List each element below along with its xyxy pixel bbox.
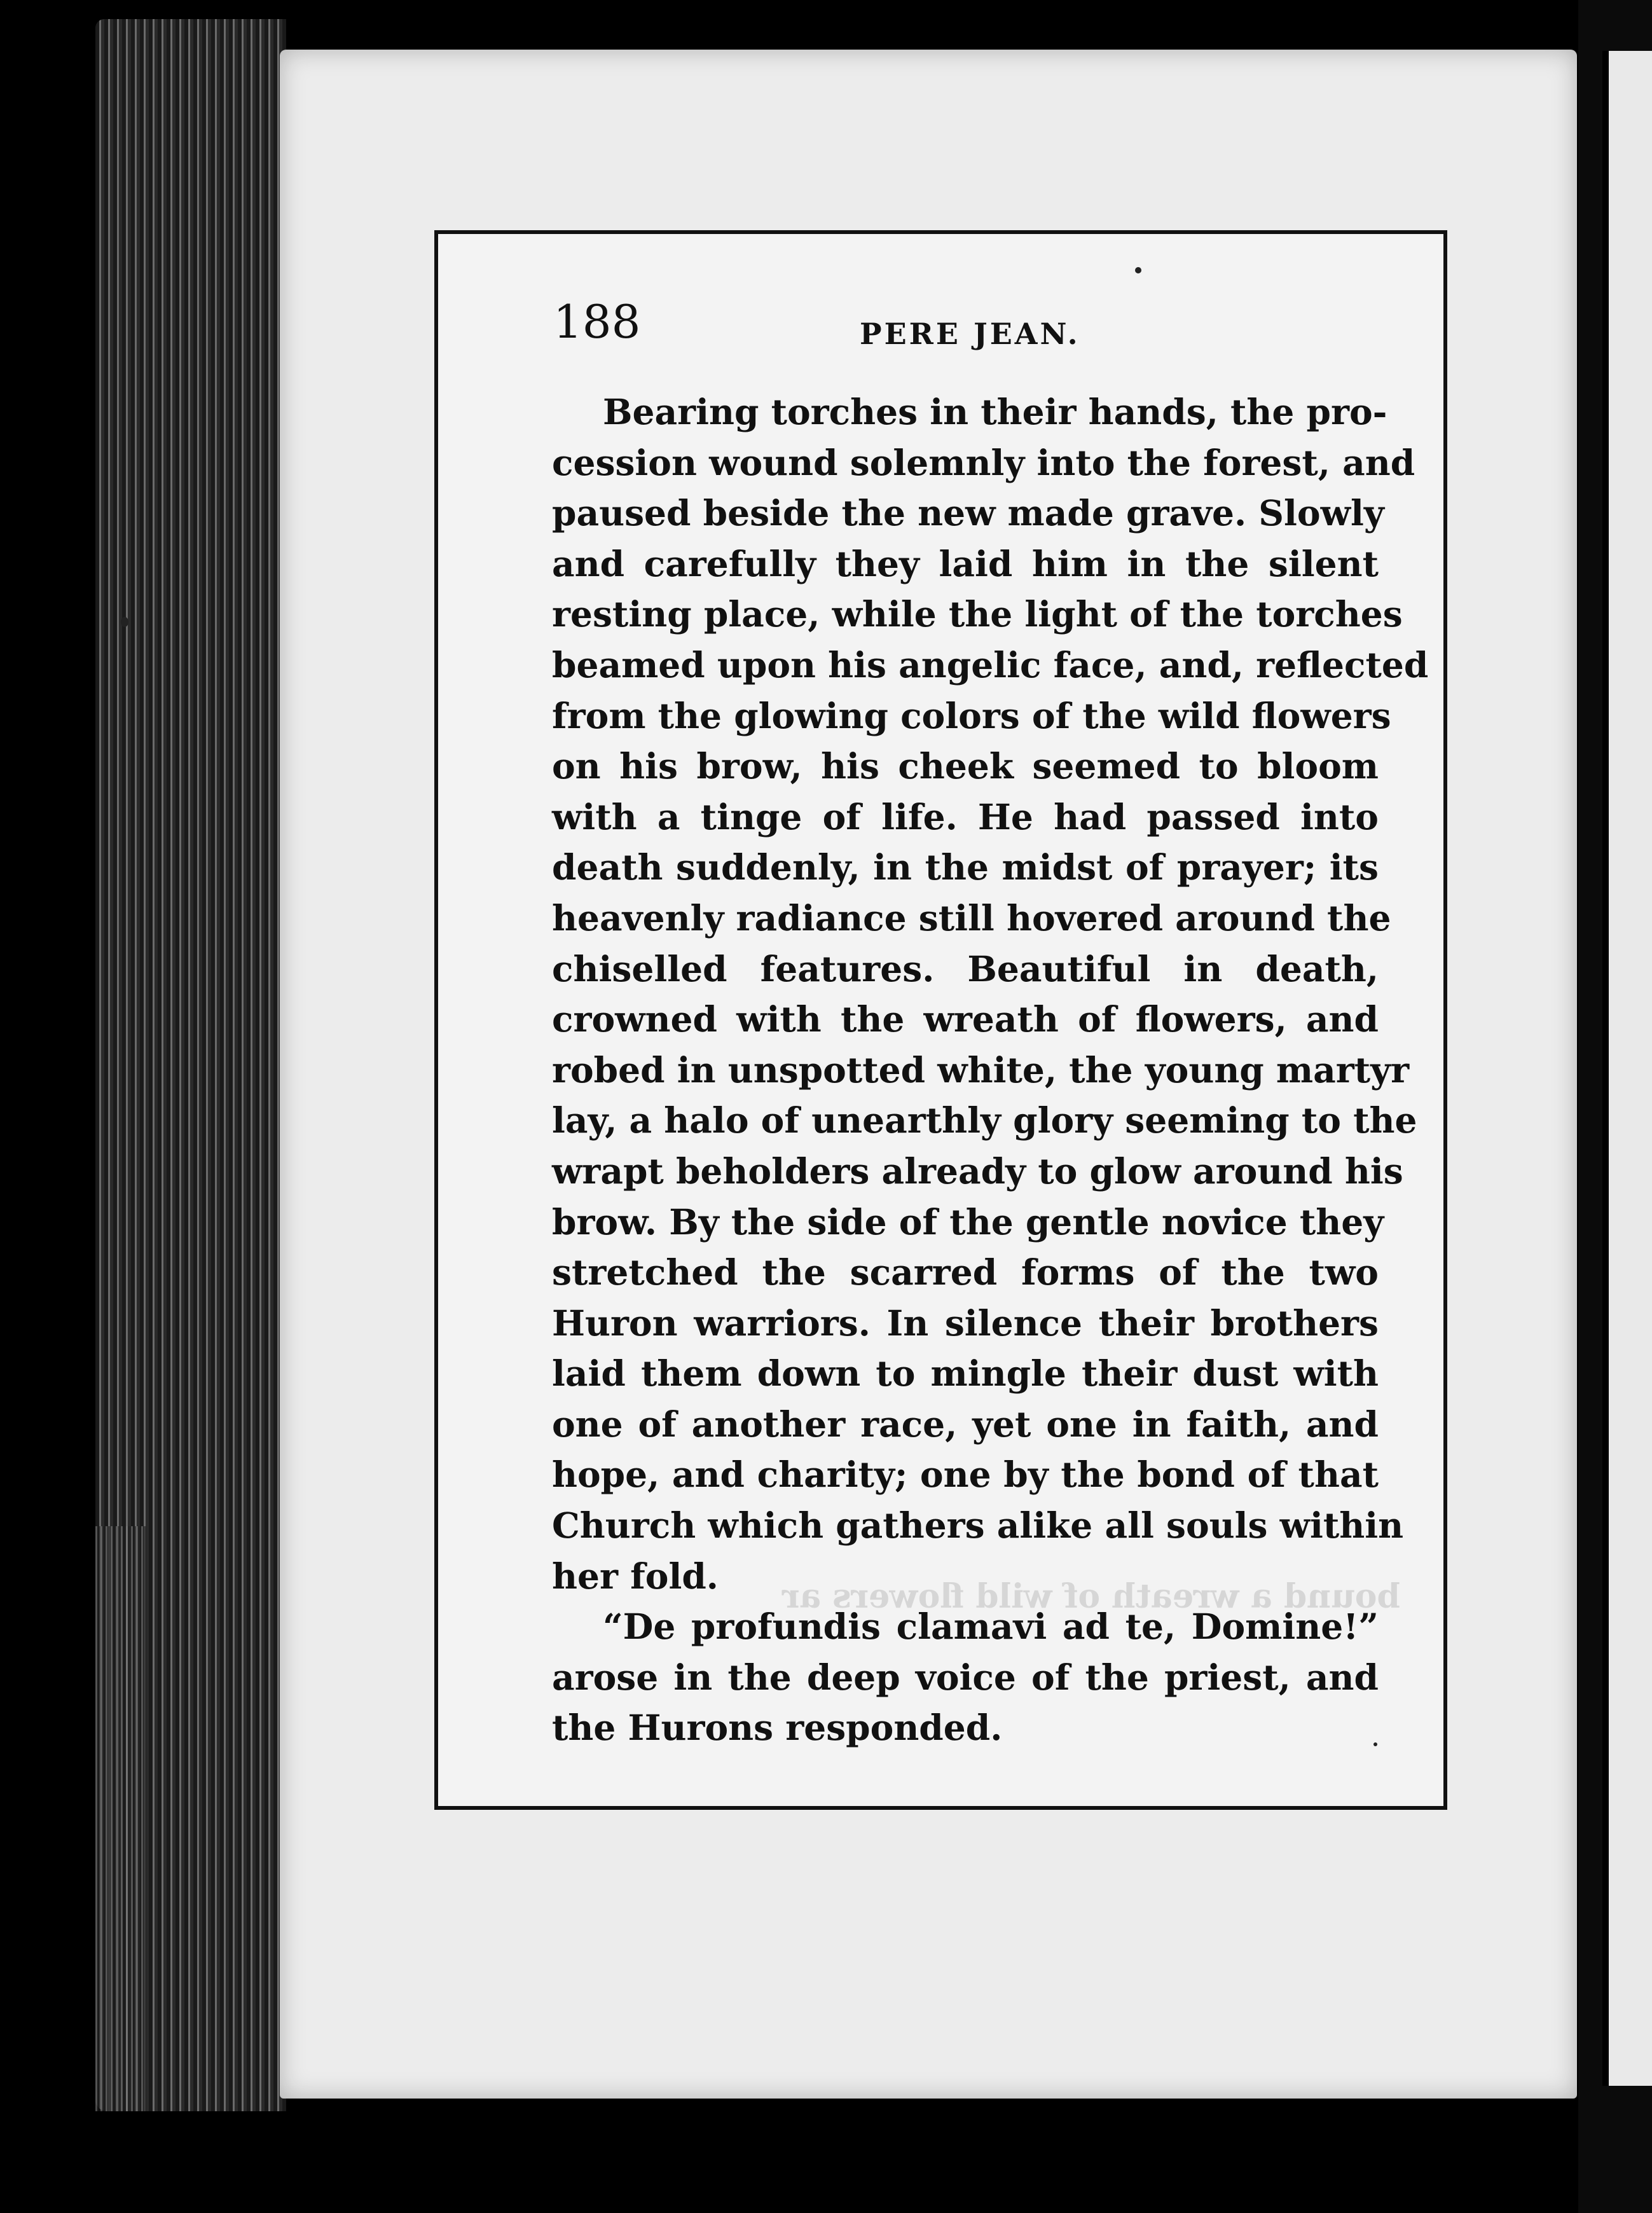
text-line: resting place, while the light of the torches [552, 593, 1403, 635]
text-line: robed in unspotted white, the young martyr [552, 1049, 1410, 1091]
scan-speck [1373, 1742, 1377, 1746]
text-line: beamed upon his angelic face, and, reflected [552, 644, 1429, 686]
text-line: cession wound solemnly into the forest, and [552, 441, 1415, 483]
text-line: brow. By the side of the gentle novice they [552, 1201, 1384, 1243]
text-line: heavenly radiance still hovered around the [552, 897, 1391, 939]
text-line: Church which gathers alike all souls within [552, 1505, 1404, 1547]
page-number: 188 [553, 295, 641, 348]
text-line: on his brow, his cheek seemed to bloom [552, 745, 1379, 787]
running-head: PERE JEAN. [860, 317, 1080, 351]
text-line: hope, and charity; one by the bond of that [552, 1454, 1379, 1496]
text-line: one of another race, yet one in faith, and [552, 1403, 1379, 1445]
scan-speck [1135, 267, 1141, 273]
text-line: from the glowing colors of the wild flowers [552, 694, 1391, 736]
facing-page-edge [1602, 51, 1652, 2086]
book-page-edges-lower [95, 1526, 146, 2111]
text-line: death suddenly, in the midst of prayer; its [552, 846, 1379, 888]
text-line: Bearing torches in their hands, the pro- [603, 391, 1387, 432]
text-line: “De profundis clamavi ad te, Domine!” [603, 1606, 1379, 1648]
scan-speck [121, 617, 128, 627]
text-line: arose in the deep voice of the priest, and [552, 1656, 1379, 1698]
text-line: stretched the scarred forms of the two [552, 1251, 1379, 1293]
body-text [552, 387, 1429, 1753]
text-line: chiselled features. Beautiful in death, [552, 948, 1379, 989]
text-line: Huron warriors. In silence their brothers [552, 1302, 1379, 1344]
bleed-through-text: bound a wreath of wild flowers ar [782, 1577, 1400, 1616]
text-line: the Hurons responded. [552, 1707, 1003, 1749]
text-line: with a tinge of life. He had passed into [552, 796, 1379, 838]
text-line: paused beside the new made grave. Slowly [552, 492, 1384, 534]
text-line: wrapt beholders already to glow around his [552, 1150, 1403, 1192]
text-line: her fold. [552, 1555, 719, 1597]
text-line: crowned with the wreath of flowers, and [552, 998, 1379, 1040]
text-line: and carefully they laid him in the silent [552, 542, 1379, 584]
text-line: lay, a halo of unearthly glory seeming to the [552, 1100, 1417, 1141]
text-line: laid them down to mingle their dust with [552, 1353, 1379, 1395]
